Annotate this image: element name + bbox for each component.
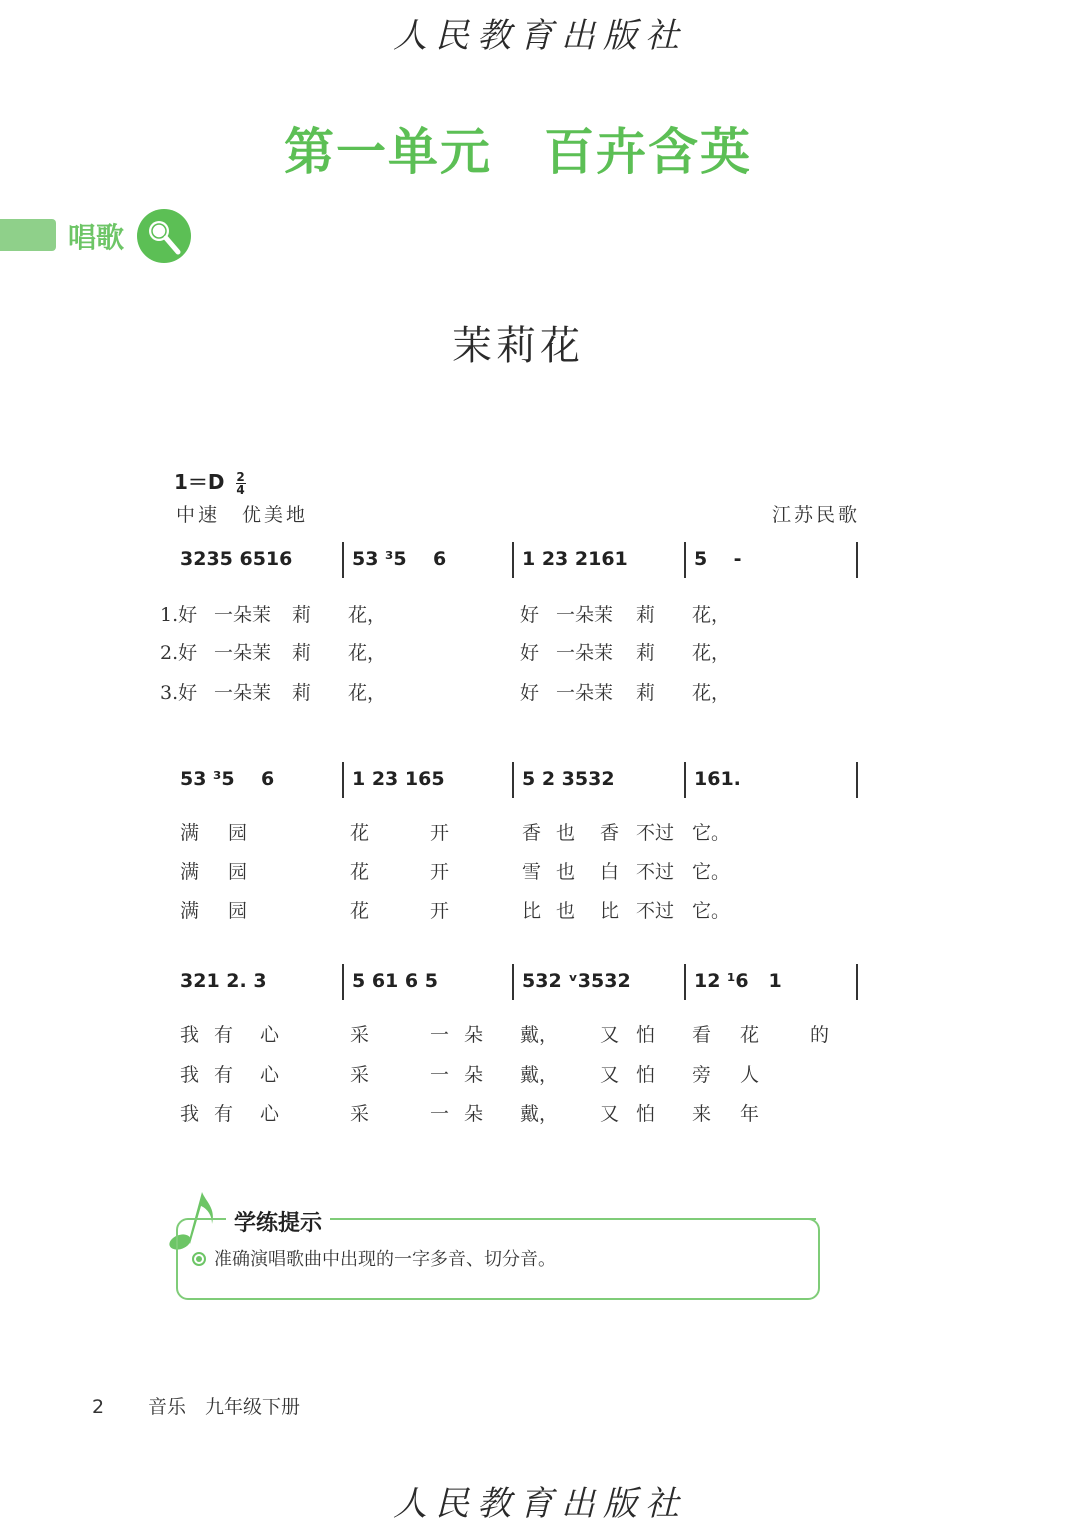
lyric-word: 怕 bbox=[636, 1024, 656, 1046]
time-bottom: 4 bbox=[236, 483, 245, 497]
lyric-word: 花， bbox=[348, 604, 387, 626]
lyric-word: 年 bbox=[740, 1103, 760, 1125]
tips-text: 准确演唱歌曲中出现的一字多音、切分音。 bbox=[214, 1249, 556, 1270]
barline bbox=[512, 762, 514, 798]
lyric-word: 朵 bbox=[464, 1024, 484, 1046]
lyric-word: 一 bbox=[430, 1103, 450, 1125]
measure: 532 ᵛ3532 bbox=[522, 970, 631, 992]
lyric-word: 莉 bbox=[292, 642, 312, 664]
lyric-word: 的 bbox=[810, 1024, 830, 1046]
tempo-marking: 中速 优美地 bbox=[176, 504, 309, 526]
barline bbox=[342, 964, 344, 1000]
lyric-word: 好 bbox=[520, 642, 540, 664]
lyric-word: 心 bbox=[260, 1064, 280, 1086]
lyric-word: 又 bbox=[600, 1064, 620, 1086]
lyric-word: 好 bbox=[520, 682, 540, 704]
measure: 5 2 3532 bbox=[522, 768, 615, 790]
lyric-word: 一朵茉 bbox=[556, 604, 614, 626]
measure: 12 ¹6 1 bbox=[694, 970, 782, 992]
lyric-word: 花， bbox=[348, 682, 387, 704]
barline bbox=[342, 542, 344, 578]
lyric-word: 心 bbox=[260, 1024, 280, 1046]
lyric-word: 看 bbox=[692, 1024, 712, 1046]
lyric-word: 开 bbox=[430, 861, 450, 883]
lyric-word: 莉 bbox=[636, 604, 656, 626]
lyric-word: 比 bbox=[522, 900, 542, 922]
lyric-word: 又 bbox=[600, 1103, 620, 1125]
tips-title: 学练提示 bbox=[226, 1206, 330, 1237]
barline bbox=[856, 964, 858, 1000]
lyric-word: 满 bbox=[180, 822, 200, 844]
lyric-word: 它。 bbox=[692, 900, 731, 922]
lyric-word: 香 bbox=[522, 822, 542, 844]
barline bbox=[684, 762, 686, 798]
lyric-word: 心 bbox=[260, 1103, 280, 1125]
lyric-word: 我 bbox=[180, 1064, 200, 1086]
lyric-word: 园 bbox=[228, 822, 248, 844]
lyric-word: 它。 bbox=[692, 861, 731, 883]
measure: 161. bbox=[694, 768, 741, 790]
lyric-word: 满 bbox=[180, 900, 200, 922]
barline bbox=[856, 762, 858, 798]
lyric-word: 人 bbox=[740, 1064, 760, 1086]
publisher-header: 人民教育出版社 bbox=[393, 16, 687, 56]
barline bbox=[856, 542, 858, 578]
lyric-word: 花 bbox=[350, 861, 370, 883]
lyric-word: 花， bbox=[348, 642, 387, 664]
lyric-word: 花 bbox=[350, 822, 370, 844]
page-number: 2 bbox=[92, 1396, 105, 1418]
lyric-word: 一 bbox=[430, 1024, 450, 1046]
lyric-word: 有 bbox=[214, 1064, 234, 1086]
lyric-word: 采 bbox=[350, 1103, 370, 1125]
lyric-word: 怕 bbox=[636, 1103, 656, 1125]
lyric-word: 不过 bbox=[636, 822, 675, 844]
lyric-word: 我 bbox=[180, 1103, 200, 1125]
lyric-word: 好 bbox=[520, 604, 540, 626]
lyric-word: 我 bbox=[180, 1024, 200, 1046]
lyric-word: 朵 bbox=[464, 1064, 484, 1086]
microphone-icon bbox=[136, 208, 192, 264]
lyric-word: 白 bbox=[600, 861, 620, 883]
lyric-word: 2.好 bbox=[160, 642, 198, 664]
lyric-word: 采 bbox=[350, 1024, 370, 1046]
lyric-word: 开 bbox=[430, 822, 450, 844]
lyric-word: 一朵茉 bbox=[214, 682, 272, 704]
lyric-word: 一 bbox=[430, 1064, 450, 1086]
measure: 1 23 2161 bbox=[522, 548, 628, 570]
time-signature bbox=[236, 471, 246, 496]
lyric-word: 香 bbox=[600, 822, 620, 844]
lyric-word: 3.好 bbox=[160, 682, 198, 704]
section-label: 唱歌 bbox=[68, 221, 125, 254]
lyric-word: 园 bbox=[228, 861, 248, 883]
lyric-word: 有 bbox=[214, 1103, 234, 1125]
lyric-word: 不过 bbox=[636, 861, 675, 883]
barline bbox=[342, 762, 344, 798]
lyric-word: 一朵茉 bbox=[214, 604, 272, 626]
measure: 53 ³5 6 bbox=[352, 548, 447, 570]
lyric-word: 一朵茉 bbox=[556, 682, 614, 704]
lyric-word: 戴， bbox=[520, 1024, 559, 1046]
lyric-word: 莉 bbox=[292, 604, 312, 626]
bullet-icon bbox=[192, 1252, 206, 1266]
key-text: 1＝D bbox=[174, 470, 225, 494]
lyric-word: 花 bbox=[350, 900, 370, 922]
measure: 321 2. 3 bbox=[180, 970, 267, 992]
lyric-word: 满 bbox=[180, 861, 200, 883]
lyric-word: 不过 bbox=[636, 900, 675, 922]
lyric-word: 1.好 bbox=[160, 604, 198, 626]
lyric-word: 莉 bbox=[292, 682, 312, 704]
lyric-word: 比 bbox=[600, 900, 620, 922]
lyric-word: 花， bbox=[692, 642, 731, 664]
lyric-word: 朵 bbox=[464, 1103, 484, 1125]
lyric-word: 采 bbox=[350, 1064, 370, 1086]
lyric-word: 园 bbox=[228, 900, 248, 922]
lyric-word: 它。 bbox=[692, 822, 731, 844]
tips-divider bbox=[338, 1218, 816, 1220]
lyric-word: 又 bbox=[600, 1024, 620, 1046]
lyric-word: 雪 bbox=[522, 861, 542, 883]
measure: 1 23 165 bbox=[352, 768, 445, 790]
measure: 3235 6516 bbox=[180, 548, 293, 570]
lyric-word: 也 bbox=[556, 861, 576, 883]
time-top: 2 bbox=[236, 470, 245, 484]
unit-title: 第一单元 百卉含英 bbox=[284, 123, 752, 181]
lyric-word: 旁 bbox=[692, 1064, 712, 1086]
barline bbox=[684, 542, 686, 578]
barline bbox=[684, 964, 686, 1000]
barline bbox=[512, 542, 514, 578]
lyric-word: 花 bbox=[740, 1024, 760, 1046]
measure: 53 ³5 6 bbox=[180, 768, 275, 790]
lyric-word: 一朵茉 bbox=[214, 642, 272, 664]
lyric-word: 莉 bbox=[636, 682, 656, 704]
measure: 5 61 6 5 bbox=[352, 970, 438, 992]
lyric-word: 一朵茉 bbox=[556, 642, 614, 664]
book-name: 音乐 九年级下册 bbox=[148, 1396, 301, 1418]
section-bar bbox=[0, 219, 56, 251]
lyric-word: 来 bbox=[692, 1103, 712, 1125]
lyric-word: 花， bbox=[692, 604, 731, 626]
lyric-word: 怕 bbox=[636, 1064, 656, 1086]
lyric-word: 戴， bbox=[520, 1064, 559, 1086]
lyric-word: 花， bbox=[692, 682, 731, 704]
key-signature bbox=[174, 466, 246, 496]
lyric-word: 开 bbox=[430, 900, 450, 922]
lyric-word: 戴， bbox=[520, 1103, 559, 1125]
publisher-footer: 人民教育出版社 bbox=[393, 1484, 687, 1524]
lyric-word: 有 bbox=[214, 1024, 234, 1046]
song-source: 江苏民歌 bbox=[772, 504, 861, 526]
measure: 5 - bbox=[694, 548, 742, 570]
page-footer bbox=[92, 1392, 300, 1419]
barline bbox=[512, 964, 514, 1000]
lyric-word: 也 bbox=[556, 900, 576, 922]
lyric-word: 也 bbox=[556, 822, 576, 844]
song-title: 茉莉花 bbox=[452, 323, 584, 369]
lyric-word: 莉 bbox=[636, 642, 656, 664]
